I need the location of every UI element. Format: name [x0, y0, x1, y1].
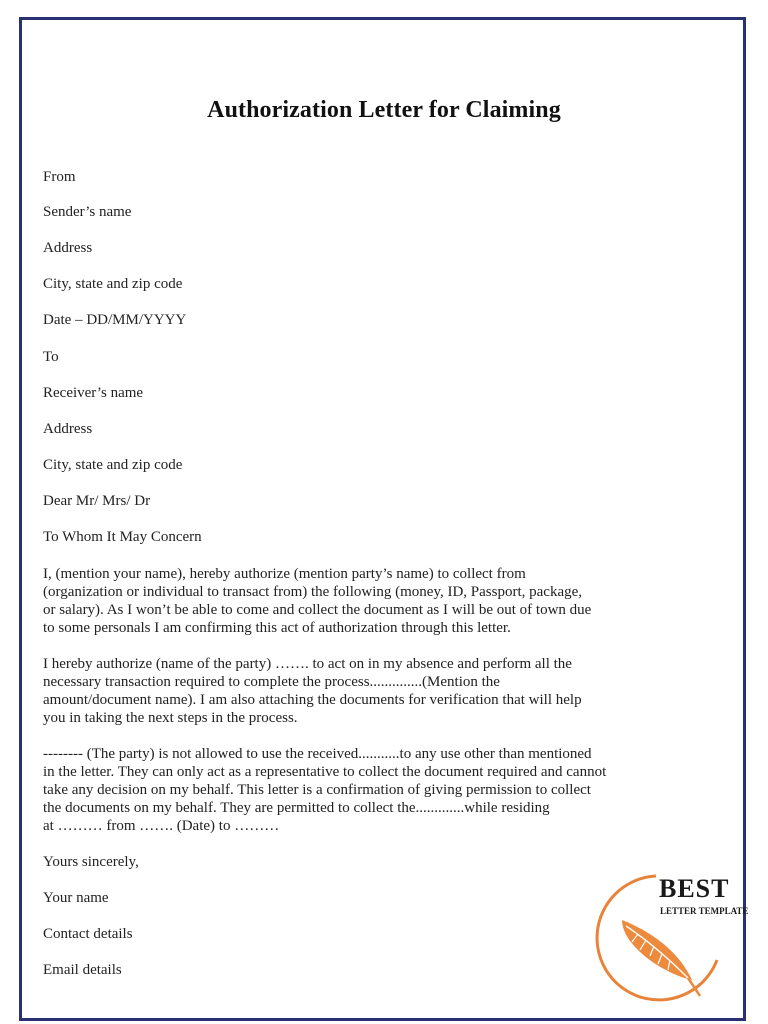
concern-line: To Whom It May Concern — [43, 529, 202, 545]
receiver-address: Address — [43, 421, 93, 437]
email-details: Email details — [43, 962, 122, 978]
receiver-name: Receiver’s name — [43, 385, 144, 401]
paragraph-line: or salary). As I won’t be able to come and collect the document as I will be out of town due — [43, 602, 592, 618]
from-label: From — [43, 169, 76, 185]
sender-name: Sender’s name — [43, 204, 132, 220]
sender-address: Address — [43, 240, 93, 256]
paragraph-permission — [43, 655, 723, 727]
paragraph-line: amount/document name). I am also attaching the documents for verification that will help — [43, 692, 582, 708]
paragraph-line: I hereby authorize (name of the party) ……. to act on in my absence and perform all the — [43, 656, 572, 672]
paragraph-line: I, (mention your name), hereby authorize (mention party’s name) to collect from — [43, 566, 526, 582]
letter-title: Authorization Letter for Claiming — [207, 97, 561, 123]
closing: Yours sincerely, — [43, 854, 139, 870]
paragraph-line: to some personals I am confirming this act of authorization through this letter. — [43, 620, 511, 636]
sender-city: City, state and zip code — [43, 276, 183, 292]
feather-icon — [622, 920, 700, 996]
paragraph-line: necessary transaction required to complete the process..............(Mention the — [43, 674, 500, 690]
logo-subtitle-text: LETTER TEMPLATE — [660, 906, 749, 916]
letter-date: Date – DD/MM/YYYY — [43, 312, 187, 328]
paragraph-line: (organization or individual to transact from) the following (money, ID, Passport, package, — [43, 584, 583, 600]
receiver-city: City, state and zip code — [43, 457, 183, 473]
paragraph-line: -------- (The party) is not allowed to use the received...........to any use other than mentioned — [43, 746, 592, 762]
to-label: To — [43, 349, 59, 365]
logo-brand-text: BEST — [659, 874, 730, 903]
paragraph-line: in the letter. They can only act as a representative to collect the document required and cannot — [43, 764, 607, 780]
paragraph-line: take any decision on my behalf. This letter is a confirmation of giving permission to collect — [43, 782, 591, 798]
paragraph-line: at ……… from ……. (Date) to ……… — [43, 818, 280, 834]
salutation: Dear Mr/ Mrs/ Dr — [43, 493, 151, 509]
paragraph-line: you in taking the next steps in the process. — [43, 710, 298, 726]
your-name: Your name — [43, 890, 109, 906]
paragraph-authorization — [43, 565, 723, 637]
contact-details: Contact details — [43, 926, 133, 942]
paragraph-restrictions — [43, 745, 723, 835]
paragraph-line: the documents on my behalf. They are permitted to collect the.............while residing — [43, 800, 550, 816]
